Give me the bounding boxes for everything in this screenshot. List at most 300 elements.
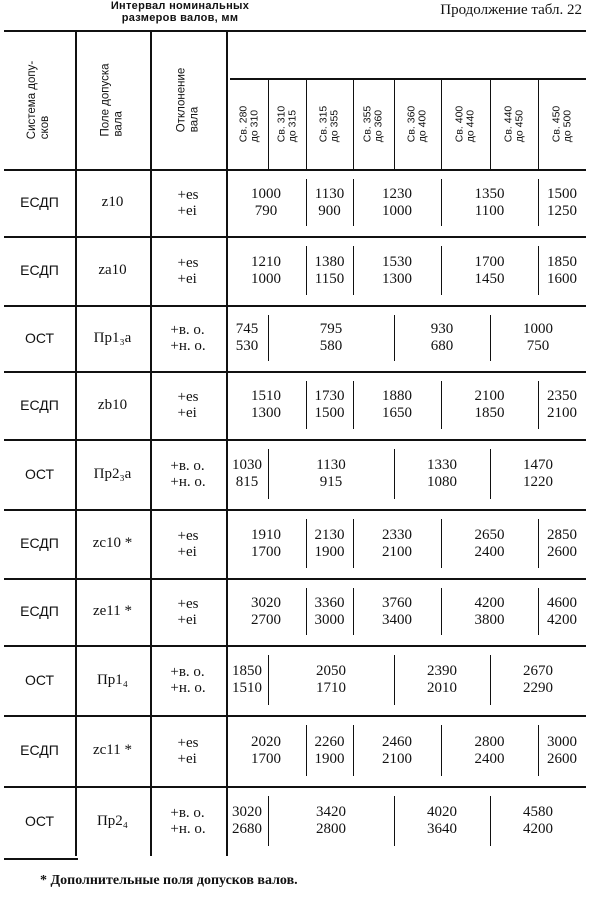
deviation-label: +в. о. <box>170 458 205 474</box>
lower-value: 3000 <box>314 611 345 628</box>
interval-header-line: до 450 <box>512 109 525 142</box>
deviation-label: +ei <box>177 750 197 767</box>
system-label: ЕСДП <box>20 194 59 210</box>
lower-value: 900 <box>318 202 341 219</box>
value-cell <box>538 236 586 305</box>
row-field <box>75 645 150 715</box>
lower-value: 2800 <box>316 821 346 837</box>
value-pair <box>547 734 577 768</box>
lower-value: 1300 <box>251 405 281 421</box>
upper-value: 3420 <box>316 804 346 820</box>
lower-value: 815 <box>235 474 259 490</box>
value-pair <box>251 186 281 220</box>
value-cell <box>538 169 586 236</box>
deviation-pair <box>178 528 199 560</box>
header-line: вала <box>188 106 200 132</box>
value-pair <box>251 595 281 629</box>
value-pair <box>315 527 345 561</box>
system-label: ОСТ <box>24 465 55 482</box>
value-pair <box>382 595 412 629</box>
lower-value: 1500 <box>314 405 345 421</box>
interval-header <box>353 80 394 167</box>
row-field <box>75 578 150 645</box>
lower-value: 1250 <box>547 202 577 219</box>
row-field <box>75 236 150 305</box>
upper-value: 1230 <box>382 185 412 202</box>
deviation-label: +es <box>177 254 199 271</box>
table-caption: Продолжение табл. 22 <box>440 2 582 18</box>
system-label: ОСТ <box>24 329 55 346</box>
value-cell <box>538 578 586 645</box>
value-pair <box>251 388 281 422</box>
lower-value: 2400 <box>474 750 505 767</box>
field-label: Пр2₄ <box>96 812 129 829</box>
lower-value: 2700 <box>251 611 281 628</box>
value-cell <box>226 439 268 509</box>
lower-value: 2010 <box>427 680 457 696</box>
value-pair <box>547 254 577 288</box>
value-cell <box>353 578 441 645</box>
header-deviation-text <box>175 67 201 132</box>
upper-value: 2100 <box>474 388 505 404</box>
field-label: Пр1₃а <box>93 329 132 346</box>
interval-header-line: до 440 <box>464 109 477 142</box>
row-field <box>75 371 150 439</box>
interval-header-line: Св. 450 <box>549 105 562 142</box>
value-cell <box>353 169 441 236</box>
value-cell <box>306 578 353 645</box>
deviation-pair <box>178 735 199 767</box>
deviation-label: +ei <box>177 611 197 628</box>
upper-value: 1500 <box>547 185 577 202</box>
value-pair <box>316 663 346 697</box>
interval-header <box>306 80 353 167</box>
upper-value: 1350 <box>474 185 505 202</box>
value-pair <box>316 804 346 838</box>
lower-value: 2400 <box>474 543 505 560</box>
upper-value: 1510 <box>251 388 281 404</box>
lower-value: 915 <box>319 474 343 490</box>
interval-header <box>230 80 268 167</box>
value-cell <box>353 236 441 305</box>
lower-value: 1710 <box>316 680 346 696</box>
value-pair <box>475 595 505 629</box>
row-field <box>75 509 150 578</box>
upper-value: 2330 <box>382 526 412 543</box>
upper-value: 1850 <box>232 663 262 679</box>
deviation-label: +в. о. <box>170 322 205 338</box>
value-cell <box>226 169 306 236</box>
deviation-pair <box>170 664 205 696</box>
upper-value: 2020 <box>251 733 281 750</box>
value-cell <box>441 715 538 786</box>
row-field <box>75 439 150 509</box>
deviation-label: +ei <box>177 405 197 421</box>
upper-value: 1000 <box>251 185 281 202</box>
value-cell <box>268 439 394 509</box>
upper-value: 4600 <box>547 594 577 611</box>
row-field <box>75 169 150 236</box>
upper-value: 2050 <box>316 663 346 679</box>
interval-header-line: до 310 <box>247 109 260 142</box>
value-pair <box>316 457 345 491</box>
deviation-label: +es <box>177 595 199 612</box>
upper-value: 3020 <box>251 594 281 611</box>
row-deviation <box>150 509 226 578</box>
lower-value: 1300 <box>382 270 412 287</box>
interval-header-text <box>454 105 476 142</box>
upper-value: 1850 <box>547 253 577 270</box>
interval-header-text <box>406 105 428 142</box>
field-label: zc10 * <box>92 535 133 551</box>
lower-value: 4200 <box>547 611 577 628</box>
header-line: Поле допуска <box>99 62 112 137</box>
upper-value: 2670 <box>523 663 553 679</box>
value-cell <box>226 715 306 786</box>
value-cell <box>226 305 268 371</box>
value-cell <box>268 645 394 715</box>
value-cell <box>490 645 586 715</box>
value-pair <box>475 254 505 288</box>
row-system <box>4 169 75 236</box>
lower-value: 750 <box>526 338 550 354</box>
system-label: ЕСДП <box>20 262 59 278</box>
lower-value: 1450 <box>474 270 505 287</box>
row-deviation <box>150 305 226 371</box>
system-label: ОСТ <box>24 671 55 688</box>
deviation-pair <box>170 458 205 490</box>
row-system <box>4 786 75 856</box>
deviation-label: +es <box>177 734 199 751</box>
footnote: * Дополнительные поля допусков валов. <box>40 873 298 888</box>
deviation-pair <box>178 187 199 219</box>
upper-value: 2350 <box>547 388 577 404</box>
value-cell <box>353 509 441 578</box>
value-pair <box>236 321 259 355</box>
upper-value: 1330 <box>427 457 457 473</box>
value-cell <box>306 715 353 786</box>
value-pair <box>382 734 412 768</box>
value-cell <box>490 439 586 509</box>
field-label: za10 <box>98 262 127 278</box>
deviation-label: +ei <box>177 270 197 287</box>
lower-value: 580 <box>319 338 343 354</box>
upper-value: 4020 <box>427 804 457 820</box>
upper-value: 2850 <box>547 526 577 543</box>
value-cell <box>353 371 441 439</box>
deviation-label: +н. о. <box>170 680 206 696</box>
value-pair <box>547 186 577 220</box>
lower-value: 2100 <box>382 543 412 560</box>
lower-value: 3400 <box>382 611 412 628</box>
value-cell <box>306 509 353 578</box>
value-cell <box>394 786 490 856</box>
lower-value: 790 <box>254 202 278 219</box>
upper-value: 1030 <box>232 457 262 473</box>
title-line: Интервал номинальных <box>110 0 250 12</box>
field-label: Пр2₃а <box>93 465 132 482</box>
value-pair <box>431 321 454 355</box>
upper-value: 2650 <box>474 526 505 543</box>
value-cell <box>538 715 586 786</box>
value-cell <box>306 371 353 439</box>
field-label: z10 <box>101 194 124 210</box>
system-label: ОСТ <box>24 812 55 829</box>
value-pair <box>232 663 262 697</box>
interval-header-line: Св. 440 <box>501 105 514 142</box>
row-system <box>4 578 75 645</box>
value-pair <box>475 527 505 561</box>
row-deviation <box>150 371 226 439</box>
lower-value: 2600 <box>547 750 577 767</box>
value-pair <box>427 804 457 838</box>
row-field <box>75 786 150 856</box>
upper-value: 1210 <box>251 253 281 270</box>
value-cell <box>306 236 353 305</box>
row-system <box>4 236 75 305</box>
deviation-label: +ei <box>177 202 197 219</box>
upper-value: 1910 <box>251 526 281 543</box>
upper-value: 4200 <box>474 594 505 611</box>
lower-value: 3640 <box>427 821 457 837</box>
row-system <box>4 439 75 509</box>
system-label: ЕСДП <box>20 603 59 619</box>
interval-header-line: до 400 <box>416 109 429 142</box>
value-pair <box>315 595 345 629</box>
interval-header-text <box>551 105 573 142</box>
value-pair <box>547 527 577 561</box>
lower-value: 3800 <box>474 611 505 628</box>
lower-value: 530 <box>235 338 259 354</box>
value-cell <box>394 645 490 715</box>
header-system-text <box>27 60 53 138</box>
interval-header-text <box>276 105 298 142</box>
value-cell <box>394 305 490 371</box>
field-label: ze11 * <box>92 603 132 619</box>
value-pair <box>232 804 262 838</box>
system-label: ЕСДП <box>20 396 59 413</box>
value-pair <box>382 186 412 220</box>
lower-value: 2680 <box>232 821 262 837</box>
row-system <box>4 305 75 371</box>
value-pair <box>523 663 553 697</box>
header-deviation <box>150 30 226 169</box>
lower-value: 2100 <box>547 405 577 421</box>
value-pair <box>315 254 345 288</box>
header-field-text <box>100 63 126 136</box>
value-cell <box>394 439 490 509</box>
row-system <box>4 715 75 786</box>
interval-header-text <box>238 105 260 142</box>
header-line: Отклонение <box>175 67 187 132</box>
interval-header-line: Св. 355 <box>361 105 374 142</box>
upper-value: 3760 <box>382 594 412 611</box>
value-pair <box>523 321 553 355</box>
value-cell <box>268 305 394 371</box>
interval-header-line: Св. 310 <box>274 105 287 142</box>
value-cell <box>353 715 441 786</box>
header-field <box>75 30 150 169</box>
header-system <box>4 30 75 169</box>
title-line: размеров валов, мм <box>121 12 239 24</box>
interval-header-text <box>362 105 384 142</box>
row-deviation <box>150 578 226 645</box>
field-label: zb10 <box>97 396 128 413</box>
value-cell <box>268 786 394 856</box>
deviation-label: +н. о. <box>170 474 206 490</box>
row-deviation <box>150 645 226 715</box>
deviation-label: +es <box>177 186 199 203</box>
field-label: Пр1₄ <box>96 671 129 688</box>
upper-value: 4580 <box>523 804 553 820</box>
value-cell <box>441 236 538 305</box>
interval-header <box>441 80 490 167</box>
interval-header-line: Св. 360 <box>405 105 418 142</box>
deviation-label: +в. о. <box>170 664 205 680</box>
value-pair <box>251 527 281 561</box>
interval-header-text <box>503 105 525 142</box>
lower-value: 1000 <box>382 202 412 219</box>
header-line: Система допу- <box>26 60 39 139</box>
value-cell <box>226 786 268 856</box>
value-cell <box>441 371 538 439</box>
value-cell <box>306 169 353 236</box>
upper-value: 3020 <box>232 804 262 820</box>
value-pair <box>523 804 553 838</box>
upper-value: 745 <box>235 321 259 337</box>
lower-value: 4200 <box>523 821 553 837</box>
value-cell <box>226 509 306 578</box>
deviation-pair <box>170 805 205 837</box>
interval-header <box>538 80 586 167</box>
lower-value: 1220 <box>523 474 553 490</box>
lower-value: 1700 <box>251 543 281 560</box>
upper-value: 1530 <box>382 253 412 270</box>
lower-value: 1850 <box>474 405 505 421</box>
header-line: вала <box>112 110 125 137</box>
value-cell <box>490 305 586 371</box>
upper-value: 795 <box>319 321 343 337</box>
value-pair <box>251 254 281 288</box>
upper-value: 2800 <box>474 733 505 750</box>
row-deviation <box>150 169 226 236</box>
upper-value: 1130 <box>316 457 346 473</box>
lower-value: 1700 <box>251 750 281 767</box>
value-cell <box>441 509 538 578</box>
deviation-pair <box>170 322 205 354</box>
lower-value: 1600 <box>547 270 577 287</box>
deviation-label: +в. о. <box>170 805 205 821</box>
lower-value: 1100 <box>474 202 505 219</box>
value-pair <box>382 527 412 561</box>
system-label: ЕСДП <box>20 535 59 551</box>
row-deviation <box>150 236 226 305</box>
row-field <box>75 715 150 786</box>
row-system <box>4 509 75 578</box>
value-pair <box>475 388 505 422</box>
lower-value: 680 <box>430 338 454 354</box>
upper-value: 2260 <box>314 733 345 750</box>
row-deviation <box>150 786 226 856</box>
interval-header-line: до 315 <box>285 109 298 142</box>
value-pair <box>320 321 343 355</box>
lower-value: 1510 <box>232 680 262 696</box>
upper-value: 1000 <box>523 321 553 337</box>
row-field <box>75 305 150 371</box>
interval-header-text <box>318 105 340 142</box>
interval-header <box>490 80 538 167</box>
row-system <box>4 645 75 715</box>
value-pair <box>547 388 577 422</box>
lower-value: 2290 <box>523 680 553 696</box>
value-pair <box>382 254 412 288</box>
upper-value: 1880 <box>382 388 412 404</box>
upper-value: 3000 <box>547 733 577 750</box>
upper-value: 1730 <box>314 388 345 404</box>
lower-value: 1080 <box>427 474 457 490</box>
value-pair <box>315 388 345 422</box>
value-cell <box>226 236 306 305</box>
lower-value: 1900 <box>314 543 345 560</box>
interval-header-line: Св. 400 <box>453 105 466 142</box>
interval-header-line: Св. 315 <box>317 105 330 142</box>
value-pair <box>232 457 262 491</box>
interval-header-line: Св. 280 <box>236 105 249 142</box>
interval-header-line: до 360 <box>372 109 385 142</box>
deviation-label: +es <box>177 527 199 544</box>
footnote-rule <box>4 858 78 860</box>
value-cell <box>441 578 538 645</box>
value-pair <box>315 186 344 220</box>
value-pair <box>523 457 553 491</box>
value-pair <box>382 388 412 422</box>
upper-value: 2390 <box>427 663 457 679</box>
row-system <box>4 371 75 439</box>
row-deviation <box>150 715 226 786</box>
value-pair <box>251 734 281 768</box>
value-cell <box>490 786 586 856</box>
header-line: сков <box>39 115 52 139</box>
field-label: zc11 * <box>92 742 132 758</box>
value-cell <box>441 169 538 236</box>
value-cell <box>226 371 306 439</box>
deviation-pair <box>178 255 199 287</box>
interval-header-line: до 500 <box>560 109 573 142</box>
system-label: ЕСДП <box>20 742 59 758</box>
upper-value: 3360 <box>314 594 345 611</box>
value-pair <box>547 595 577 629</box>
lower-value: 1150 <box>314 270 345 287</box>
upper-value: 1470 <box>523 457 553 473</box>
deviation-label: +н. о. <box>170 338 206 354</box>
value-pair <box>315 734 345 768</box>
upper-value: 1130 <box>314 185 345 202</box>
deviation-pair <box>178 596 199 628</box>
upper-value: 1380 <box>314 253 345 270</box>
value-cell <box>538 371 586 439</box>
deviation-label: +ei <box>177 543 197 560</box>
row-deviation <box>150 439 226 509</box>
interval-header <box>268 80 306 167</box>
value-pair <box>427 663 457 697</box>
lower-value: 1000 <box>251 270 281 287</box>
deviation-pair <box>178 389 199 421</box>
deviation-label: +es <box>177 389 199 405</box>
upper-value: 930 <box>430 321 454 337</box>
value-pair <box>475 186 505 220</box>
value-pair <box>427 457 457 491</box>
value-pair <box>475 734 505 768</box>
